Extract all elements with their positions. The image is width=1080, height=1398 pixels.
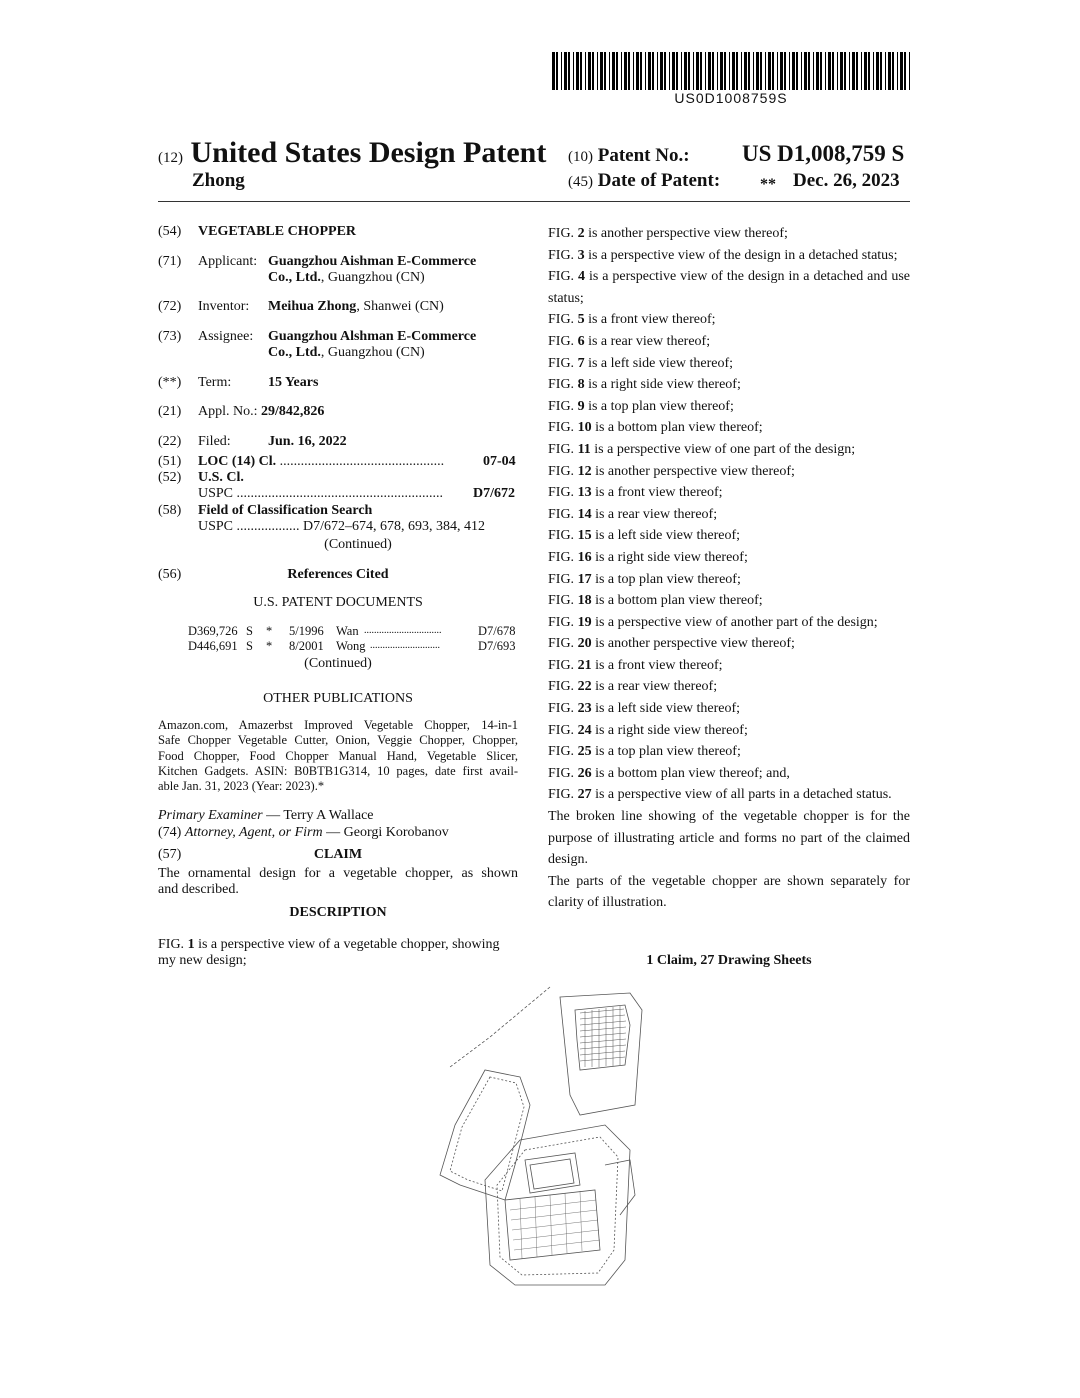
fig-text: is a front view thereof;: [584, 312, 716, 328]
fig-prefix: FIG.: [548, 226, 578, 241]
header-divider: [158, 201, 910, 202]
patent-number: US D1,008,759 S: [742, 141, 905, 166]
barcode-bar: [645, 52, 646, 90]
barcode-bar: [801, 52, 802, 90]
code-22: (22): [158, 434, 182, 449]
figure-description: [548, 612, 910, 634]
barcode-bar: [792, 52, 795, 90]
fig-prefix: FIG.: [548, 269, 579, 285]
inventor-label: Inventor:: [198, 299, 250, 314]
barcode-bar: [720, 52, 723, 90]
code-51: (51): [158, 454, 182, 469]
fig-text: is a left side view thereof;: [584, 355, 734, 371]
figure-description: [548, 655, 910, 677]
figure-description: [548, 698, 910, 720]
barcode-bar: [885, 52, 886, 90]
barcode-bar: [813, 52, 814, 90]
fig-prefix: FIG.: [548, 420, 578, 436]
fig-prefix: FIG.: [548, 528, 578, 544]
design-title: VEGETABLE CHOPPER: [198, 224, 357, 239]
loc-value: 07-04: [483, 454, 516, 469]
fig-text: is a perspective view of another part of the design;: [591, 614, 878, 630]
barcode-bar: [808, 52, 810, 90]
reference-number: D369,726: [188, 624, 238, 638]
code-57: (57): [158, 847, 182, 862]
fig-text: is another perspective view thereof;: [591, 636, 795, 652]
other-publications: [158, 718, 518, 794]
fig-text: is a right side view thereof;: [591, 549, 748, 565]
figure-description: [548, 547, 910, 569]
barcode-bar: [828, 52, 831, 90]
fig-number: 6: [577, 333, 585, 349]
fig-number: 4: [578, 269, 586, 285]
barcode-number: US0D1008759S: [674, 90, 788, 106]
fig-number: 25: [577, 744, 592, 760]
fig-number: 22: [577, 679, 592, 695]
barcode-bar: [861, 52, 862, 90]
patent-number-label: (10) Patent No.:: [568, 145, 690, 166]
fig-number: 2: [577, 226, 585, 241]
fig-text: is a perspective view of all parts in a detached status.: [591, 787, 892, 803]
reference-name: Wong: [336, 638, 366, 653]
barcode-bar: [909, 52, 910, 90]
barcode-bar: [652, 52, 654, 90]
claim-line1: The ornamental design for a vegetable chopper, as shown: [158, 866, 518, 881]
barcode-bar: [892, 52, 894, 90]
fig-number: 27: [577, 787, 592, 803]
fig-prefix: FIG.: [548, 593, 578, 609]
barcode-bar: [568, 52, 570, 90]
fig-number: 26: [577, 765, 592, 781]
applicant-line2: Co., Ltd., Guangzhou (CN): [268, 270, 425, 285]
barcode-bar: [888, 52, 891, 90]
code-52: (52): [158, 470, 182, 485]
fig-number: 11: [577, 441, 591, 457]
fig-number: 16: [577, 549, 592, 565]
refs-continued: (Continued): [304, 656, 372, 671]
code-71: (71): [158, 254, 182, 269]
appl-no: Appl. No.: 29/842,826: [198, 404, 325, 419]
code-72: (72): [158, 299, 182, 314]
barcode-bar: [789, 52, 790, 90]
assignee-label: Assignee:: [198, 329, 254, 344]
figure-description: [548, 396, 910, 418]
figure-description: [548, 676, 910, 698]
barcode-bar: [660, 52, 663, 90]
barcode-bar: [780, 52, 783, 90]
fig-text: is another perspective view thereof;: [584, 226, 788, 241]
barcode-bar: [756, 52, 759, 90]
barcode-bar: [804, 52, 807, 90]
other-publications-heading: OTHER PUBLICATIONS: [263, 691, 413, 706]
fig-prefix: FIG.: [548, 614, 578, 630]
fig-text: is a bottom plan view thereof;: [591, 420, 763, 436]
fig-text: is a rear view thereof;: [591, 679, 718, 695]
reference-kind: S: [246, 638, 253, 653]
reference-kind: S: [246, 624, 253, 638]
barcode-bar: [904, 52, 906, 90]
figure-description: [548, 331, 910, 353]
barcode-bar: [657, 52, 658, 90]
publication-line: Amazon.com, Amazerbst Improved Vegetable Chopper, 14-in-1: [158, 718, 518, 732]
fig-number: 13: [577, 485, 592, 501]
barcode-bar: [796, 52, 798, 90]
attorney: (74) Attorney, Agent, or Firm — Georgi Korobanov: [158, 825, 449, 840]
barcode-bar: [772, 52, 774, 90]
publication-line: Food Chopper, Food Chopper Manual Hand, Vegetable Slicer,: [158, 748, 518, 763]
fig-number: 20: [577, 636, 592, 652]
fig-prefix: FIG.: [548, 636, 578, 652]
reference-date: 5/1996: [289, 624, 324, 638]
fig-text: is another perspective view thereof;: [591, 463, 795, 479]
fig-number: 19: [577, 614, 592, 630]
fig-prefix: FIG.: [548, 679, 578, 695]
barcode-bar: [585, 52, 586, 90]
fig-number: 24: [577, 722, 592, 738]
applicant-line1: Guangzhou Aishman E-Commerce: [268, 254, 477, 269]
fig-text: is a perspective view of the design in a detached and use status;: [548, 269, 910, 306]
barcode-bar: [753, 52, 754, 90]
filed-label: Filed:: [198, 434, 231, 449]
fig-prefix: FIG.: [548, 355, 578, 371]
barcode-bar: [880, 52, 882, 90]
reference-number: D446,691: [188, 638, 238, 653]
fig-number: 23: [577, 701, 592, 717]
code-term: (**): [158, 375, 182, 390]
barcode-bar: [712, 52, 714, 90]
fig-number: 14: [577, 506, 592, 522]
figure-description: [548, 461, 910, 483]
publication-line: Safe Chopper Vegetable Cutter, Onion, Veggie Chopper, Chopper,: [158, 733, 518, 748]
barcode-bar: [561, 52, 562, 90]
barcode-bar: [717, 52, 718, 90]
figure-description: [548, 720, 910, 742]
barcode-bar: [816, 52, 819, 90]
barcode-bar: [873, 52, 874, 90]
reference-row: [188, 624, 518, 639]
applicant-label: Applicant:: [198, 254, 258, 269]
reference-dots: ...............................: [364, 625, 442, 636]
barcode-bar: [592, 52, 594, 90]
barcode-bar: [664, 52, 666, 90]
barcode-bar: [736, 52, 738, 90]
barcode-bar: [640, 52, 642, 90]
barcode-bar: [696, 52, 699, 90]
reference-star: *: [266, 624, 273, 638]
barcode-bar: [612, 52, 615, 90]
barcode-bar: [744, 52, 747, 90]
fig-text: is a bottom plan view thereof; and,: [591, 765, 790, 781]
barcode-bar: [669, 52, 670, 90]
us-cl-label: U.S. Cl.: [198, 470, 244, 485]
reference-star: *: [266, 638, 273, 653]
figure-description: [548, 309, 910, 331]
barcode-bar: [765, 52, 766, 90]
fig-text: is a top plan view thereof;: [591, 744, 741, 760]
barcode-bar: [741, 52, 742, 90]
reference-cls: D7/693: [478, 638, 516, 653]
figure-description: [548, 569, 910, 591]
barcode-bar: [705, 52, 706, 90]
filed-value: Jun. 16, 2022: [268, 434, 347, 449]
code-58: (58): [158, 503, 182, 518]
broken-line-statement: The broken line showing of the vegetable chopper is for the purpose of illustrating article and forms no part of the claimed design.: [548, 809, 910, 868]
barcode-bar: [837, 52, 838, 90]
date-of-patent: Dec. 26, 2023: [793, 170, 900, 191]
inventor-surname: Zhong: [192, 170, 245, 191]
fig-text: is a bottom plan view thereof;: [591, 593, 763, 609]
barcode-bar: [732, 52, 735, 90]
barcode-bar: [564, 52, 567, 90]
barcode-bar: [849, 52, 850, 90]
fig-text: is a perspective view of the design in a detached status;: [584, 247, 898, 263]
description-heading: DESCRIPTION: [289, 905, 387, 920]
fig-text: is a rear view thereof;: [591, 506, 718, 522]
figure-description: [548, 741, 910, 763]
claims-summary: 1 Claim, 27 Drawing Sheets: [646, 953, 812, 968]
barcode-bar: [588, 52, 591, 90]
claim-line2: and described.: [158, 882, 239, 897]
fig-prefix: FIG.: [548, 506, 578, 522]
barcode-bar: [784, 52, 786, 90]
figure-description: [548, 439, 910, 461]
figure-description: [548, 482, 910, 504]
barcode-bar: [621, 52, 622, 90]
barcode-bar: [825, 52, 826, 90]
figure-description: [548, 417, 910, 439]
fig-number: 7: [577, 355, 585, 371]
barcode-bar: [552, 52, 555, 90]
document-title: [158, 136, 546, 170]
inventor-value: Meihua Zhong, Shanwei (CN): [268, 299, 444, 314]
primary-examiner: Primary Examiner — Terry A Wallace: [158, 808, 374, 823]
figure-description: [548, 266, 910, 309]
fig-text: is a right side view thereof;: [584, 377, 741, 393]
figure-description: [548, 245, 910, 267]
figure-description: [548, 763, 910, 785]
fig-text: is a front view thereof;: [591, 657, 723, 673]
barcode-bar: [609, 52, 610, 90]
barcode-bar: [760, 52, 762, 90]
code-21: (21): [158, 404, 182, 419]
barcode-bar: [700, 52, 702, 90]
reference-list: [188, 624, 518, 653]
fig-prefix: FIG.: [548, 765, 578, 781]
vegetable-chopper-drawing: [430, 985, 650, 1300]
field-continued: (Continued): [324, 537, 392, 552]
code-54: (54): [158, 224, 182, 239]
barcode-bar: [676, 52, 678, 90]
barcode-bar: [852, 52, 855, 90]
barcode-bar: [897, 52, 898, 90]
fig-text: is a top plan view thereof;: [591, 571, 741, 587]
fig-prefix: FIG.: [548, 549, 578, 565]
barcode-bar: [604, 52, 606, 90]
fig-text: is a front view thereof;: [591, 485, 723, 501]
fig-number: 5: [577, 312, 585, 328]
references-heading: References Cited: [287, 567, 389, 582]
figure-description: [548, 633, 910, 655]
barcode-bar: [844, 52, 846, 90]
fig-text: is a perspective view of one part of the design;: [590, 441, 856, 457]
figure-description: [548, 525, 910, 547]
reference-row: [188, 639, 518, 654]
fig-number: 9: [577, 398, 585, 414]
uspc-value: D7/672: [473, 486, 515, 501]
reference-date: 8/2001: [289, 638, 324, 653]
fig-prefix: FIG.: [548, 398, 578, 414]
fig-prefix: FIG.: [548, 463, 578, 479]
barcode-bar: [681, 52, 682, 90]
figure-description: [548, 784, 910, 806]
fig-number: 17: [577, 571, 592, 587]
fig-number: 8: [577, 377, 585, 393]
loc-class: LOC (14) Cl. ...............................................: [198, 454, 445, 469]
figure-description: [548, 590, 910, 612]
claim-heading: CLAIM: [313, 847, 363, 862]
reference-name: Wan: [336, 624, 359, 638]
figure-description: [548, 353, 910, 375]
barcode-bar: [777, 52, 778, 90]
figure-description: [548, 374, 910, 396]
barcode-bar: [900, 52, 903, 90]
fig-prefix: FIG.: [548, 657, 578, 673]
figure-description: [548, 223, 910, 245]
us-patent-docs-heading: U.S. PATENT DOCUMENTS: [253, 595, 423, 610]
barcode-bar: [556, 52, 558, 90]
barcode-bar: [576, 52, 579, 90]
barcode-bar: [693, 52, 694, 90]
parts-statement: The parts of the vegetable chopper are shown separately for clarity of illustration.: [548, 873, 910, 911]
barcode-bar: [597, 52, 598, 90]
figure-description: [548, 504, 910, 526]
field-search-line: USPC .................. D7/672–674, 678, 693, 384, 412: [198, 519, 486, 534]
fig-text: is a rear view thereof;: [584, 333, 711, 349]
barcode-bar: [636, 52, 639, 90]
barcode-bar: [856, 52, 858, 90]
barcode-bar: [840, 52, 843, 90]
barcode-bar: [628, 52, 630, 90]
fig1-line1: FIG. 1 is a perspective view of a vegetable chopper, showing: [158, 937, 500, 952]
barcode-bar: [624, 52, 627, 90]
title-text: United States Design Patent: [190, 136, 547, 169]
fig-prefix: FIG.: [548, 333, 578, 349]
fig-prefix: FIG.: [548, 247, 578, 263]
barcode-bar: [672, 52, 675, 90]
barcode-bar: [684, 52, 687, 90]
fig-prefix: FIG.: [548, 485, 578, 501]
barcode-bar: [648, 52, 651, 90]
code-12: (12): [158, 150, 183, 166]
code-73: (73): [158, 329, 182, 344]
barcode-bar: [633, 52, 634, 90]
barcode-bar: [820, 52, 822, 90]
barcode-bar: [729, 52, 730, 90]
barcode-bar: [580, 52, 582, 90]
fig-number: 18: [577, 593, 592, 609]
barcode-bar: [616, 52, 618, 90]
publication-line: able Jan. 31, 2023 (Year: 2023).*: [158, 779, 325, 794]
barcode-bar: [768, 52, 771, 90]
barcode-bar: [748, 52, 750, 90]
barcode-bar: [868, 52, 870, 90]
code-56: (56): [158, 567, 182, 582]
barcode-bar: [708, 52, 711, 90]
uspc-line: USPC ...........................................................: [198, 486, 444, 501]
barcode: [552, 52, 910, 90]
barcode-bar: [864, 52, 867, 90]
assignee-line1: Guangzhou Alshman E-Commerce: [268, 329, 477, 344]
fig-prefix: FIG.: [548, 377, 578, 393]
fig-text: is a left side view thereof;: [591, 701, 741, 717]
barcode-bar: [600, 52, 603, 90]
fig-prefix: FIG.: [548, 441, 578, 457]
fig-number: 15: [577, 528, 592, 544]
date-stars: **: [760, 176, 776, 193]
date-label: (45) Date of Patent:: [568, 170, 721, 191]
fig-text: is a top plan view thereof;: [584, 398, 734, 414]
reference-dots: ............................: [370, 639, 440, 651]
fig-prefix: FIG.: [548, 744, 578, 760]
fig-text: is a left side view thereof;: [591, 528, 741, 544]
fig-prefix: FIG.: [548, 571, 578, 587]
fig1-line2: my new design;: [158, 953, 247, 968]
publication-line: Kitchen Gadgets. ASIN: B0BTB1G314, 10 pages, date first avail-: [158, 763, 518, 778]
fig-prefix: FIG.: [548, 312, 578, 328]
figure-descriptions: [548, 223, 910, 914]
field-search-label: Field of Classification Search: [198, 503, 373, 518]
fig-number: 21: [577, 657, 592, 673]
barcode-bar: [876, 52, 879, 90]
barcode-bar: [832, 52, 834, 90]
fig-number: 12: [577, 463, 592, 479]
fig-text: is a right side view thereof;: [591, 722, 748, 738]
barcode-bar: [724, 52, 726, 90]
term-label: Term:: [198, 375, 232, 390]
fig-number: 10: [577, 420, 592, 436]
fig-prefix: FIG.: [548, 701, 578, 717]
term-value: 15 Years: [268, 375, 319, 390]
barcode-bar: [573, 52, 574, 90]
assignee-line2: Co., Ltd., Guangzhou (CN): [268, 345, 425, 360]
reference-cls: D7/678: [478, 624, 516, 638]
barcode-bar: [688, 52, 690, 90]
fig-prefix: FIG.: [548, 787, 578, 803]
fig-prefix: FIG.: [548, 722, 578, 738]
fig-number: 3: [577, 247, 585, 263]
